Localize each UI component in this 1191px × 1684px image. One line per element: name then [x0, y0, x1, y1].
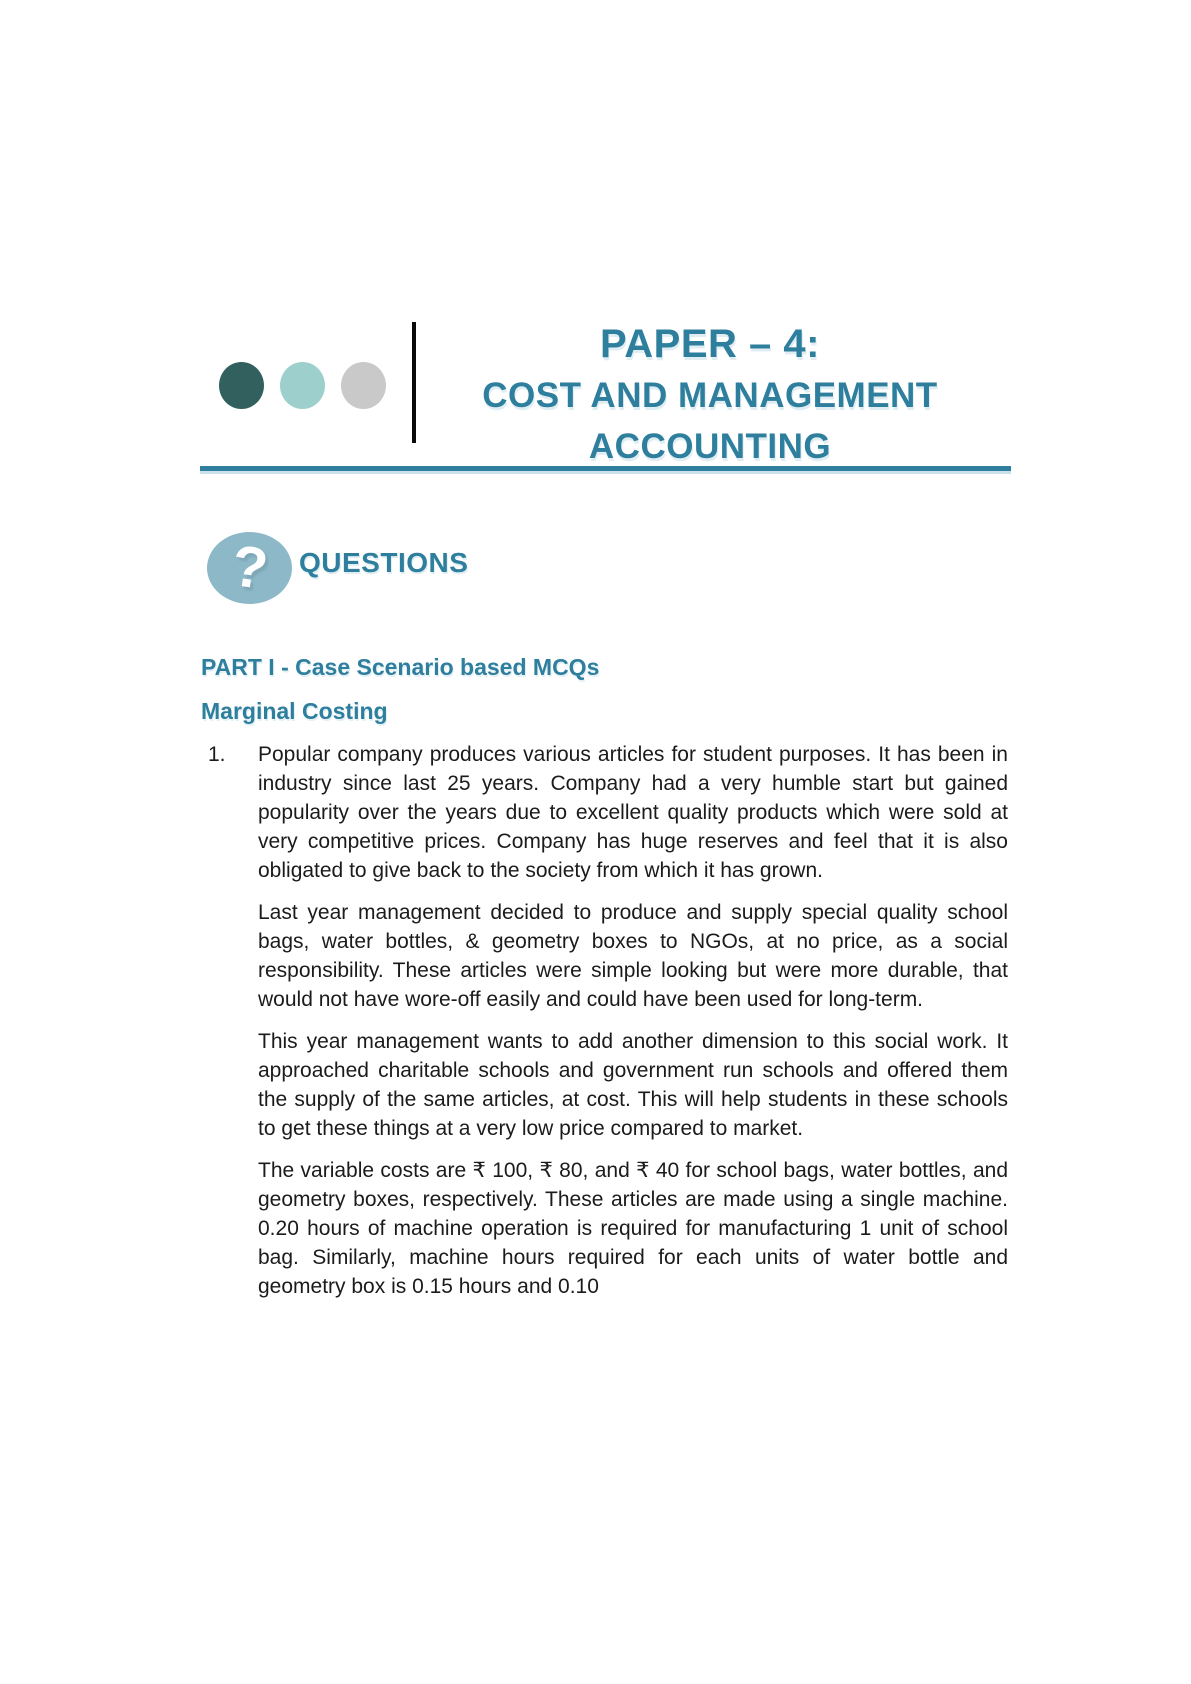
- question-paragraph: The variable costs are ₹ 100, ₹ 80, and ₹ 40 for school bags, water bottles, and geometry boxes, respectively. These articles are made using a single machine. 0.20 hours of machine operation is required for manufacturing 1 unit of school bag. Similarly, machine hours required for each units of water bottle and geometry box is 0.15 hours and 0.10: [258, 1159, 1008, 1298]
- question-paragraph: This year management wants to add another dimension to this social work. It approached charitable schools and government run schools and offered them the supply of the same articles, at cost. This will help students in these schools to get these things at a very low price compared to market.: [258, 1030, 1008, 1140]
- question-number: 1.: [208, 743, 226, 766]
- topic-heading: Marginal Costing: [201, 698, 388, 724]
- header-rule: [200, 466, 1011, 474]
- title-divider-line: [412, 322, 416, 443]
- paper-title: [425, 318, 995, 472]
- brand-dot-dark-teal-icon: [219, 362, 264, 409]
- paper-title-line3: ACCOUNTING: [588, 427, 832, 466]
- question-paragraph: Last year management decided to produce and supply special quality school bags, water bottles, & geometry boxes to NGOs, at no price, as a social responsibility. These articles were simple looking but were more durable, that would not have wore-off easily and could have been used for long-term.: [258, 901, 1008, 1011]
- brand-dot-light-teal-icon: [280, 362, 325, 409]
- question-paragraph: Popular company produces various articles for student purposes. It has been in industry since last 25 years. Company had a very humble start but gained popularity over the years due to excellent quality products which were sold at very competitive prices. Company has huge reserves and feel that it is also obligated to give back to the society from which it has grown.: [258, 743, 1008, 882]
- questions-heading: QUESTIONS: [299, 547, 469, 578]
- paper-title-line1: PAPER – 4:: [600, 322, 820, 366]
- question-mark-icon: [207, 532, 292, 604]
- question-1: [208, 740, 1008, 1301]
- question-paragraphs: [258, 740, 1008, 1301]
- part-heading: PART I - Case Scenario based MCQs: [201, 654, 600, 680]
- brand-dot-gray-icon: [341, 362, 386, 409]
- brand-dots: [219, 362, 386, 409]
- paper-title-line2: COST AND MANAGEMENT: [482, 376, 938, 415]
- question-mark-glyph: ?: [227, 532, 272, 603]
